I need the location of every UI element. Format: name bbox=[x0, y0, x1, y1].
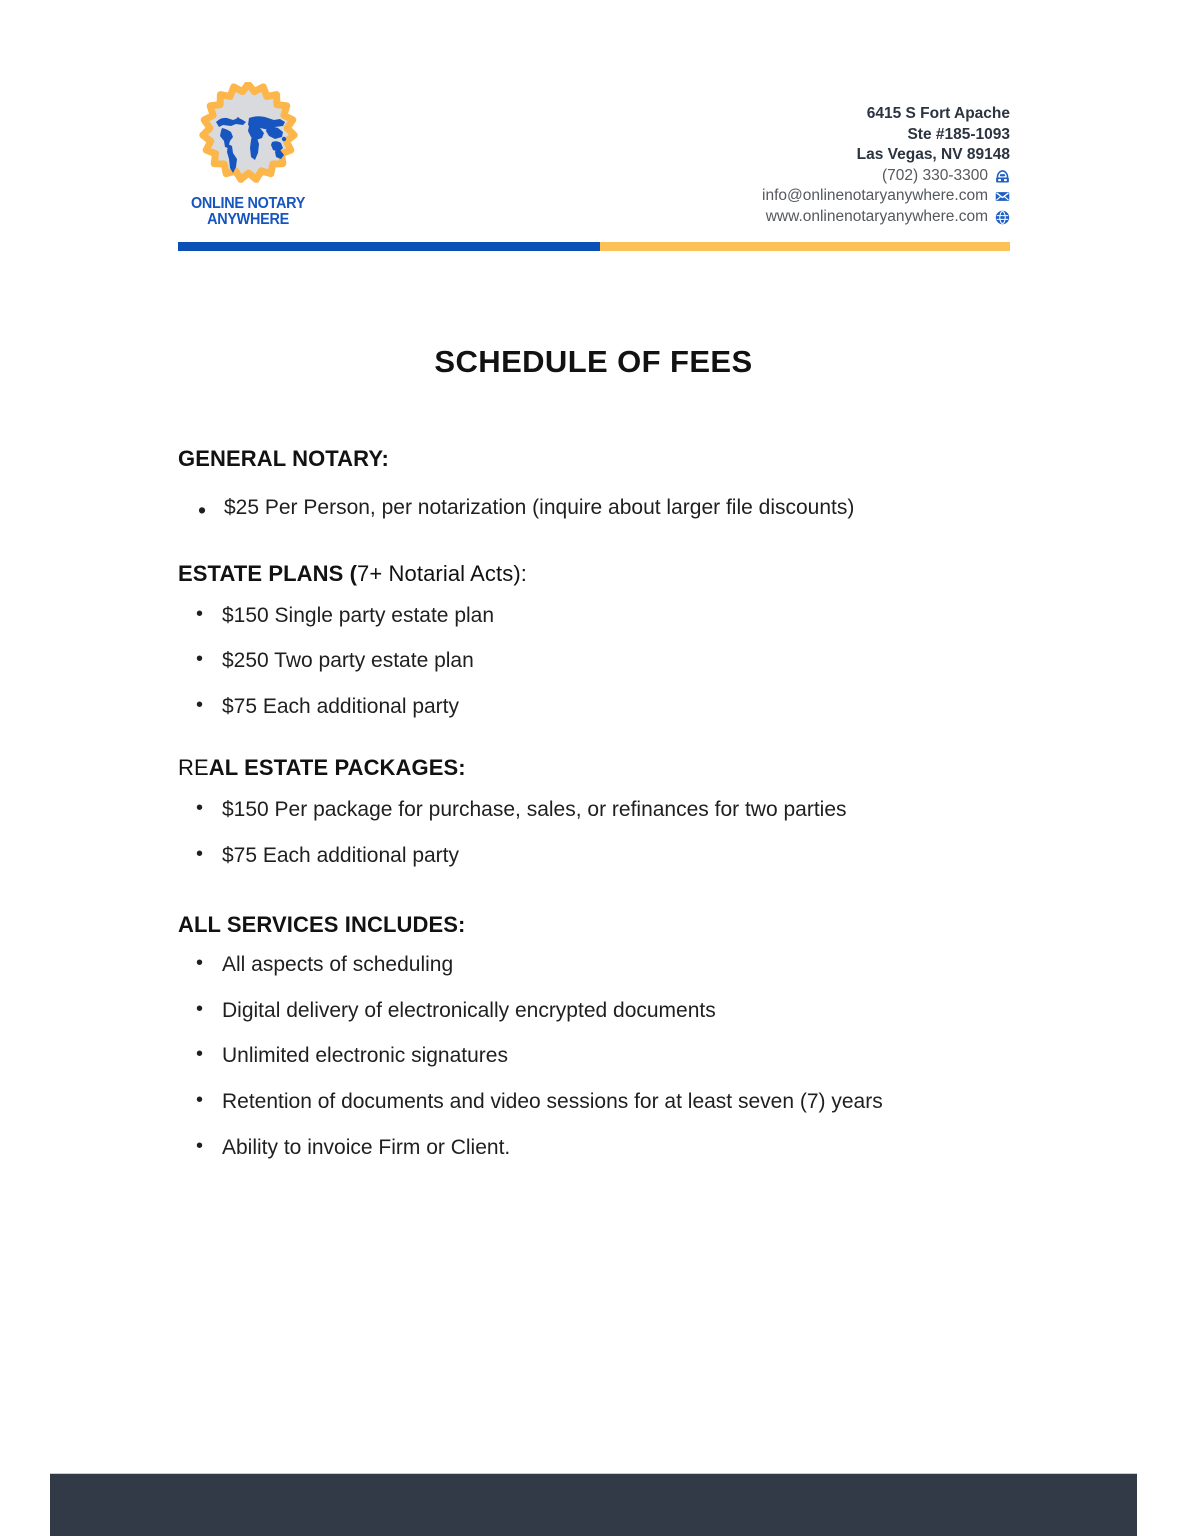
heading-regular-part: 7+ Notarial Acts): bbox=[357, 560, 527, 586]
heading-regular-part: RE bbox=[178, 755, 209, 781]
section-heading-real-estate-packages bbox=[178, 755, 1038, 781]
contact-text: Las Vegas, NV 89148 bbox=[856, 146, 1010, 164]
fee-list-general-notary bbox=[178, 482, 1038, 535]
heading-bold-part: ESTATE PLANS ( bbox=[178, 560, 358, 586]
heading-bold-part: ALL SERVICES INCLUDES: bbox=[178, 912, 466, 938]
contact-address-line3 bbox=[590, 145, 1010, 166]
section-general-notary bbox=[178, 446, 1038, 535]
contact-website[interactable] bbox=[590, 207, 1010, 228]
list-item: • $25 Per Person, per notarization (inquire about larger file discounts) bbox=[178, 482, 1034, 535]
phone-icon bbox=[995, 169, 1010, 184]
contact-text: Ste #185-1093 bbox=[907, 125, 1010, 143]
section-all-services-includes bbox=[178, 912, 1038, 1170]
contact-address-line2 bbox=[590, 125, 1010, 146]
fee-list-all-services bbox=[178, 942, 1038, 1170]
fee-list-estate-plans bbox=[178, 593, 1038, 730]
fee-list-real-estate-packages bbox=[178, 787, 1038, 878]
document-header bbox=[178, 82, 1010, 242]
globe-badge-icon bbox=[192, 82, 304, 194]
contact-text: info@onlinenotaryanywhere.com bbox=[762, 187, 988, 205]
logo-wordmark bbox=[183, 196, 313, 228]
footer-bar bbox=[50, 1474, 1137, 1536]
heading-bold-part: AL ESTATE PACKAGES: bbox=[208, 755, 466, 781]
page-title: SCHEDULE OF FEES bbox=[434, 344, 753, 379]
list-item: • $75 Each additional party bbox=[178, 833, 1038, 879]
section-estate-plans bbox=[178, 561, 1038, 730]
list-item: • $150 Per package for purchase, sales, or refinances for two parties bbox=[178, 787, 1038, 833]
list-item: • $250 Two party estate plan bbox=[178, 638, 1038, 684]
email-icon bbox=[995, 189, 1010, 204]
divider-segment-blue bbox=[178, 242, 600, 251]
list-item: • Unlimited electronic signatures bbox=[178, 1033, 1038, 1079]
list-item: • $150 Single party estate plan bbox=[178, 593, 1038, 639]
list-item: • All aspects of scheduling bbox=[178, 942, 1038, 988]
list-item: • Ability to invoice Firm or Client. bbox=[178, 1125, 1038, 1171]
company-logo bbox=[178, 82, 318, 228]
heading-bold-part: GENERAL NOTARY: bbox=[178, 446, 389, 471]
list-item: • $75 Each additional party bbox=[178, 684, 1038, 730]
logo-wordmark-line2: ANYWHERE bbox=[207, 210, 289, 228]
section-heading-general-notary bbox=[178, 446, 1038, 472]
section-real-estate-packages bbox=[178, 755, 1038, 878]
logo-wordmark-line1: ONLINE NOTARY bbox=[190, 195, 306, 212]
section-heading-all-services bbox=[178, 912, 1038, 938]
contact-text: www.onlinenotaryanywhere.com bbox=[765, 208, 988, 226]
divider-segment-orange bbox=[600, 242, 1010, 251]
globe-icon bbox=[995, 210, 1010, 225]
contact-email[interactable] bbox=[590, 186, 1010, 207]
contact-info bbox=[590, 104, 1010, 228]
section-heading-estate-plans bbox=[178, 561, 1038, 587]
contact-text: 6415 S Fort Apache bbox=[866, 105, 1010, 122]
fee-schedule-content bbox=[178, 446, 1038, 1170]
contact-text: (702) 330-3300 bbox=[882, 166, 988, 184]
list-item: • Retention of documents and video sessions for at least seven (7) years bbox=[178, 1079, 1038, 1125]
list-item: • Digital delivery of electronically encrypted documents bbox=[178, 988, 1038, 1034]
contact-address-line1 bbox=[590, 104, 1010, 125]
contact-phone[interactable] bbox=[590, 166, 1010, 187]
header-divider bbox=[178, 242, 1010, 251]
